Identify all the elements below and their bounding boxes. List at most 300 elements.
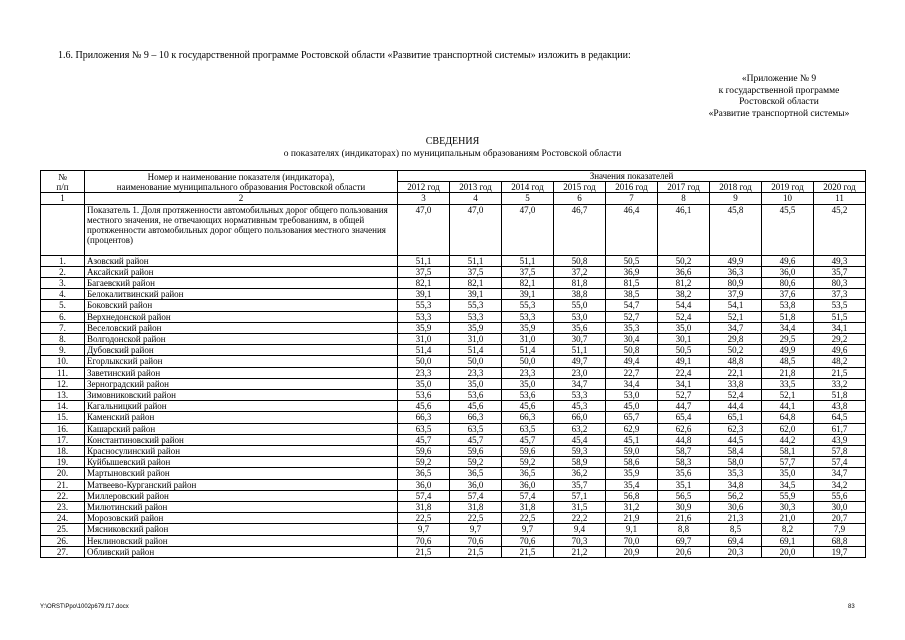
row-number-cell: 14. — [41, 401, 85, 412]
row-number-cell: 27. — [41, 546, 85, 557]
indicator-value-cell: 45,2 — [814, 204, 866, 255]
value-cell: 31,0 — [502, 334, 554, 345]
value-cell: 36,3 — [710, 266, 762, 277]
document-subtitle: о показателях (индикаторах) по муниципальным образованиям Ростовской области — [283, 149, 622, 159]
value-cell: 8,8 — [658, 524, 710, 535]
value-cell: 23,3 — [502, 367, 554, 378]
value-cell: 35,0 — [502, 378, 554, 389]
value-cell: 70,0 — [606, 535, 658, 546]
value-cell: 45,6 — [502, 401, 554, 412]
value-cell: 36,5 — [398, 468, 450, 479]
value-cell: 20,9 — [606, 546, 658, 557]
value-cell: 65,7 — [606, 412, 658, 423]
value-cell: 8,2 — [762, 524, 814, 535]
value-cell: 22,5 — [502, 513, 554, 524]
value-cell: 43,9 — [814, 434, 866, 445]
district-name-cell: Константиновский район — [85, 434, 398, 445]
value-cell: 29,2 — [814, 334, 866, 345]
row-number-cell: 15. — [41, 412, 85, 423]
col-header-values: Значения показателей — [398, 171, 866, 182]
value-cell: 52,4 — [710, 390, 762, 401]
table-row — [41, 278, 866, 289]
value-cell: 53,3 — [450, 311, 502, 322]
value-cell: 49,9 — [762, 345, 814, 356]
table-row — [41, 457, 866, 468]
value-cell: 30,7 — [554, 334, 606, 345]
table-row — [41, 446, 866, 457]
value-cell: 34,8 — [710, 479, 762, 490]
value-cell: 69,1 — [762, 535, 814, 546]
intro-paragraph: 1.6. Приложения № 9 – 10 к государственной программе Ростовской области «Развитие транспортной системы» изложить в редакции: — [58, 50, 631, 61]
value-cell: 63,2 — [554, 423, 606, 434]
value-cell: 53,0 — [554, 311, 606, 322]
value-cell: 30,4 — [606, 334, 658, 345]
year-header: 2018 год — [710, 182, 762, 193]
value-cell: 21,0 — [762, 513, 814, 524]
value-cell: 45,7 — [450, 434, 502, 445]
district-name-cell: Куйбышевский район — [85, 457, 398, 468]
value-cell: 66,3 — [502, 412, 554, 423]
value-cell: 33,5 — [762, 378, 814, 389]
row-number-cell: 25. — [41, 524, 85, 535]
value-cell: 35,0 — [450, 378, 502, 389]
indicator-value-cell: 47,0 — [450, 204, 502, 255]
value-cell: 50,2 — [658, 255, 710, 266]
value-cell: 33,8 — [710, 378, 762, 389]
district-name-cell: Морозовский район — [85, 513, 398, 524]
district-name-cell: Матвеево-Курганский район — [85, 479, 398, 490]
indicator-value-cell: 45,8 — [710, 204, 762, 255]
value-cell: 36,6 — [658, 266, 710, 277]
district-name-cell: Заветинский район — [85, 367, 398, 378]
value-cell: 35,9 — [398, 322, 450, 333]
value-cell: 37,5 — [450, 266, 502, 277]
value-cell: 50,5 — [658, 345, 710, 356]
value-cell: 23,0 — [554, 367, 606, 378]
value-cell: 50,0 — [450, 356, 502, 367]
row-number-cell: 9. — [41, 345, 85, 356]
row-number-cell: 13. — [41, 390, 85, 401]
district-name-cell: Азовский район — [85, 255, 398, 266]
value-cell: 30,0 — [814, 502, 866, 513]
value-cell: 44,4 — [710, 401, 762, 412]
row-number-cell: 7. — [41, 322, 85, 333]
value-cell: 44,8 — [658, 434, 710, 445]
district-name-cell: Кагальницкий район — [85, 401, 398, 412]
col-header-number: № п/п — [41, 171, 85, 193]
value-cell: 35,9 — [502, 322, 554, 333]
value-cell: 49,1 — [658, 356, 710, 367]
column-number-cell: 3 — [398, 193, 450, 204]
value-cell: 65,4 — [658, 412, 710, 423]
district-name-cell: Егорлыкский район — [85, 356, 398, 367]
district-name-cell: Миллеровский район — [85, 490, 398, 501]
value-cell: 35,0 — [398, 378, 450, 389]
value-cell: 55,9 — [762, 490, 814, 501]
district-name-cell: Белокалитвинский район — [85, 289, 398, 300]
year-header: 2019 год — [762, 182, 814, 193]
table-row — [41, 468, 866, 479]
district-name-cell: Мартыновский район — [85, 468, 398, 479]
column-numbers-row — [41, 193, 866, 204]
value-cell: 57,1 — [554, 490, 606, 501]
table-row — [41, 345, 866, 356]
column-number-cell: 5 — [502, 193, 554, 204]
table-row — [41, 266, 866, 277]
value-cell: 36,0 — [762, 266, 814, 277]
value-cell: 57,8 — [814, 446, 866, 457]
table-row — [41, 300, 866, 311]
value-cell: 52,4 — [658, 311, 710, 322]
value-cell: 55,0 — [554, 300, 606, 311]
value-cell: 56,2 — [710, 490, 762, 501]
row-number-cell: 20. — [41, 468, 85, 479]
column-number-cell: 7 — [606, 193, 658, 204]
value-cell: 63,5 — [398, 423, 450, 434]
value-cell: 49,6 — [762, 255, 814, 266]
row-number-cell: 24. — [41, 513, 85, 524]
value-cell: 21,5 — [502, 546, 554, 557]
value-cell: 35,0 — [658, 322, 710, 333]
year-header: 2012 год — [398, 182, 450, 193]
column-number-cell: 11 — [814, 193, 866, 204]
value-cell: 53,3 — [398, 311, 450, 322]
table-row — [41, 535, 866, 546]
value-cell: 22,4 — [658, 367, 710, 378]
value-cell: 82,1 — [450, 278, 502, 289]
district-name-cell: Верхнедонской район — [85, 311, 398, 322]
value-cell: 30,3 — [762, 502, 814, 513]
value-cell: 49,3 — [814, 255, 866, 266]
value-cell: 50,8 — [554, 255, 606, 266]
table-row — [41, 311, 866, 322]
indicator-value-cell: 46,1 — [658, 204, 710, 255]
value-cell: 50,2 — [710, 345, 762, 356]
column-number-cell: 6 — [554, 193, 606, 204]
value-cell: 55,3 — [398, 300, 450, 311]
value-cell: 50,0 — [398, 356, 450, 367]
row-number-cell: 10. — [41, 356, 85, 367]
value-cell: 51,1 — [398, 255, 450, 266]
value-cell: 70,6 — [502, 535, 554, 546]
value-cell: 50,0 — [502, 356, 554, 367]
value-cell: 34,2 — [814, 479, 866, 490]
indicator-label: Показатель 1. Доля протяженности автомобильных дорог общего пользования местного значения, не отвечающих нормативным требованиям, в общей протяженности автомобильных дорог общего пользования местного значения (процентов) — [85, 204, 398, 255]
value-cell: 7,9 — [814, 524, 866, 535]
value-cell: 70,6 — [398, 535, 450, 546]
value-cell: 9,7 — [450, 524, 502, 535]
row-number-cell: 8. — [41, 334, 85, 345]
column-number-cell: 2 — [85, 193, 398, 204]
year-header: 2020 год — [814, 182, 866, 193]
indicator-row — [41, 204, 866, 255]
indicator-value-cell: 45,5 — [762, 204, 814, 255]
value-cell: 59,6 — [502, 446, 554, 457]
value-cell: 48,5 — [762, 356, 814, 367]
value-cell: 30,9 — [658, 502, 710, 513]
value-cell: 55,3 — [502, 300, 554, 311]
value-cell: 51,8 — [762, 311, 814, 322]
district-name-cell: Кашарский район — [85, 423, 398, 434]
row-number-cell: 17. — [41, 434, 85, 445]
page-number: 83 — [848, 604, 855, 610]
value-cell: 36,2 — [554, 468, 606, 479]
value-cell: 30,6 — [710, 502, 762, 513]
value-cell: 59,6 — [450, 446, 502, 457]
value-cell: 37,6 — [762, 289, 814, 300]
value-cell: 52,7 — [606, 311, 658, 322]
row-number-cell: 1. — [41, 255, 85, 266]
value-cell: 58,3 — [658, 457, 710, 468]
value-cell: 55,3 — [450, 300, 502, 311]
value-cell: 37,5 — [502, 266, 554, 277]
value-cell: 53,0 — [606, 390, 658, 401]
value-cell: 34,7 — [710, 322, 762, 333]
value-cell: 33,2 — [814, 378, 866, 389]
value-cell: 20,0 — [762, 546, 814, 557]
value-cell: 22,7 — [606, 367, 658, 378]
table-row — [41, 401, 866, 412]
value-cell: 57,7 — [762, 457, 814, 468]
value-cell: 22,2 — [554, 513, 606, 524]
value-cell: 49,9 — [710, 255, 762, 266]
row-number-cell: 16. — [41, 423, 85, 434]
value-cell: 34,1 — [658, 378, 710, 389]
row-number-cell: 5. — [41, 300, 85, 311]
value-cell: 36,5 — [502, 468, 554, 479]
value-cell: 64,8 — [762, 412, 814, 423]
value-cell: 21,2 — [554, 546, 606, 557]
value-cell: 38,8 — [554, 289, 606, 300]
value-cell: 38,5 — [606, 289, 658, 300]
value-cell: 31,8 — [398, 502, 450, 513]
value-cell: 29,5 — [762, 334, 814, 345]
value-cell: 54,7 — [606, 300, 658, 311]
value-cell: 31,0 — [398, 334, 450, 345]
table-row — [41, 423, 866, 434]
value-cell: 58,4 — [710, 446, 762, 457]
value-cell: 44,5 — [710, 434, 762, 445]
district-name-cell: Обливский район — [85, 546, 398, 557]
table-row — [41, 479, 866, 490]
district-name-cell: Боковский район — [85, 300, 398, 311]
value-cell: 70,3 — [554, 535, 606, 546]
value-cell: 39,1 — [398, 289, 450, 300]
table-row — [41, 490, 866, 501]
appendix-line: к государственной программе — [718, 85, 840, 96]
value-cell: 20,6 — [658, 546, 710, 557]
value-cell: 35,3 — [606, 322, 658, 333]
value-cell: 69,7 — [658, 535, 710, 546]
value-cell: 53,5 — [814, 300, 866, 311]
value-cell: 22,1 — [710, 367, 762, 378]
row-number-cell: 19. — [41, 457, 85, 468]
row-number-cell: 23. — [41, 502, 85, 513]
value-cell: 22,5 — [398, 513, 450, 524]
column-number-cell: 4 — [450, 193, 502, 204]
year-header: 2015 год — [554, 182, 606, 193]
value-cell: 37,9 — [710, 289, 762, 300]
indicator-value-cell: 46,7 — [554, 204, 606, 255]
value-cell: 31,0 — [450, 334, 502, 345]
value-cell: 53,6 — [502, 390, 554, 401]
value-cell: 62,0 — [762, 423, 814, 434]
value-cell: 31,2 — [606, 502, 658, 513]
row-number-cell: 2. — [41, 266, 85, 277]
value-cell: 9,4 — [554, 524, 606, 535]
value-cell: 31,5 — [554, 502, 606, 513]
value-cell: 34,7 — [554, 378, 606, 389]
value-cell: 21,5 — [398, 546, 450, 557]
value-cell: 37,3 — [814, 289, 866, 300]
table-row — [41, 255, 866, 266]
value-cell: 82,1 — [502, 278, 554, 289]
table-row — [41, 289, 866, 300]
district-name-cell: Красносулинский район — [85, 446, 398, 457]
value-cell: 45,1 — [606, 434, 658, 445]
row-number-cell: 3. — [41, 278, 85, 289]
table-row — [41, 378, 866, 389]
value-cell: 53,3 — [502, 311, 554, 322]
value-cell: 39,1 — [450, 289, 502, 300]
value-cell: 8,5 — [710, 524, 762, 535]
table-row — [41, 524, 866, 535]
table-row — [41, 502, 866, 513]
col-header-name: Номер и наименование показателя (индикатора), наименование муниципального образования Ростовской области — [85, 171, 398, 193]
value-cell: 45,6 — [398, 401, 450, 412]
row-number-cell: 21. — [41, 479, 85, 490]
year-header: 2017 год — [658, 182, 710, 193]
value-cell: 63,5 — [450, 423, 502, 434]
value-cell: 53,3 — [554, 390, 606, 401]
value-cell: 80,6 — [762, 278, 814, 289]
indicator-value-cell: 47,0 — [502, 204, 554, 255]
value-cell: 66,0 — [554, 412, 606, 423]
district-name-cell: Зерноградский район — [85, 378, 398, 389]
table-row — [41, 356, 866, 367]
value-cell: 19,7 — [814, 546, 866, 557]
table-row — [41, 513, 866, 524]
value-cell: 35,6 — [554, 322, 606, 333]
value-cell: 51,1 — [554, 345, 606, 356]
value-cell: 58,6 — [606, 457, 658, 468]
value-cell: 36,0 — [450, 479, 502, 490]
value-cell: 31,8 — [502, 502, 554, 513]
district-name-cell: Дубовский район — [85, 345, 398, 356]
value-cell: 23,3 — [450, 367, 502, 378]
value-cell: 58,7 — [658, 446, 710, 457]
value-cell: 57,4 — [450, 490, 502, 501]
value-cell: 35,7 — [814, 266, 866, 277]
value-cell: 49,4 — [606, 356, 658, 367]
table-row — [41, 390, 866, 401]
value-cell: 62,9 — [606, 423, 658, 434]
district-name-cell: Зимовниковский район — [85, 390, 398, 401]
value-cell: 80,3 — [814, 278, 866, 289]
value-cell: 63,5 — [502, 423, 554, 434]
value-cell: 51,1 — [502, 255, 554, 266]
appendix-header — [690, 74, 868, 120]
value-cell: 35,9 — [606, 468, 658, 479]
value-cell: 50,5 — [606, 255, 658, 266]
row-number-cell: 18. — [41, 446, 85, 457]
value-cell: 51,4 — [398, 345, 450, 356]
year-header: 2013 год — [450, 182, 502, 193]
value-cell: 21,6 — [658, 513, 710, 524]
value-cell: 52,1 — [710, 311, 762, 322]
value-cell: 9,7 — [398, 524, 450, 535]
value-cell: 30,1 — [658, 334, 710, 345]
district-name-cell: Аксайский район — [85, 266, 398, 277]
appendix-line: «Развитие транспортной системы» — [708, 108, 850, 119]
value-cell: 44,1 — [762, 401, 814, 412]
value-cell: 64,5 — [814, 412, 866, 423]
value-cell: 45,3 — [554, 401, 606, 412]
value-cell: 43,8 — [814, 401, 866, 412]
value-cell: 36,5 — [450, 468, 502, 479]
value-cell: 80,9 — [710, 278, 762, 289]
value-cell: 49,6 — [814, 345, 866, 356]
value-cell: 38,2 — [658, 289, 710, 300]
value-cell: 81,2 — [658, 278, 710, 289]
value-cell: 50,8 — [606, 345, 658, 356]
value-cell: 35,0 — [762, 468, 814, 479]
value-cell: 56,5 — [658, 490, 710, 501]
value-cell: 36,0 — [398, 479, 450, 490]
value-cell: 59,2 — [450, 457, 502, 468]
value-cell: 51,8 — [814, 390, 866, 401]
value-cell: 81,8 — [554, 278, 606, 289]
value-cell: 70,6 — [450, 535, 502, 546]
document-title: СВЕДЕНИЯ — [425, 136, 480, 147]
value-cell: 53,6 — [450, 390, 502, 401]
district-name-cell: Каменский район — [85, 412, 398, 423]
row-number-cell: 4. — [41, 289, 85, 300]
file-path: Y:\ORST\Ppo\1002p679.f17.docx — [40, 604, 129, 610]
district-name-cell: Багаевский район — [85, 278, 398, 289]
value-cell: 61,7 — [814, 423, 866, 434]
value-cell: 68,8 — [814, 535, 866, 546]
value-cell: 44,2 — [762, 434, 814, 445]
value-cell: 21,8 — [762, 367, 814, 378]
value-cell: 59,0 — [606, 446, 658, 457]
value-cell: 65,1 — [710, 412, 762, 423]
value-cell: 59,2 — [398, 457, 450, 468]
value-cell: 59,2 — [502, 457, 554, 468]
value-cell: 37,5 — [398, 266, 450, 277]
value-cell: 45,4 — [554, 434, 606, 445]
row-number-cell: 11. — [41, 367, 85, 378]
value-cell: 51,4 — [502, 345, 554, 356]
table-row — [41, 412, 866, 423]
value-cell: 58,9 — [554, 457, 606, 468]
value-cell: 48,8 — [710, 356, 762, 367]
value-cell: 53,8 — [762, 300, 814, 311]
value-cell: 51,5 — [814, 311, 866, 322]
district-name-cell: Мясниковский район — [85, 524, 398, 535]
value-cell: 34,1 — [814, 322, 866, 333]
value-cell: 52,7 — [658, 390, 710, 401]
value-cell: 35,4 — [606, 479, 658, 490]
row-number-cell: 6. — [41, 311, 85, 322]
value-cell: 31,8 — [450, 502, 502, 513]
value-cell: 35,1 — [658, 479, 710, 490]
value-cell: 51,4 — [450, 345, 502, 356]
value-cell: 35,6 — [658, 468, 710, 479]
value-cell: 49,7 — [554, 356, 606, 367]
table-row — [41, 334, 866, 345]
row-number-cell: 22. — [41, 490, 85, 501]
